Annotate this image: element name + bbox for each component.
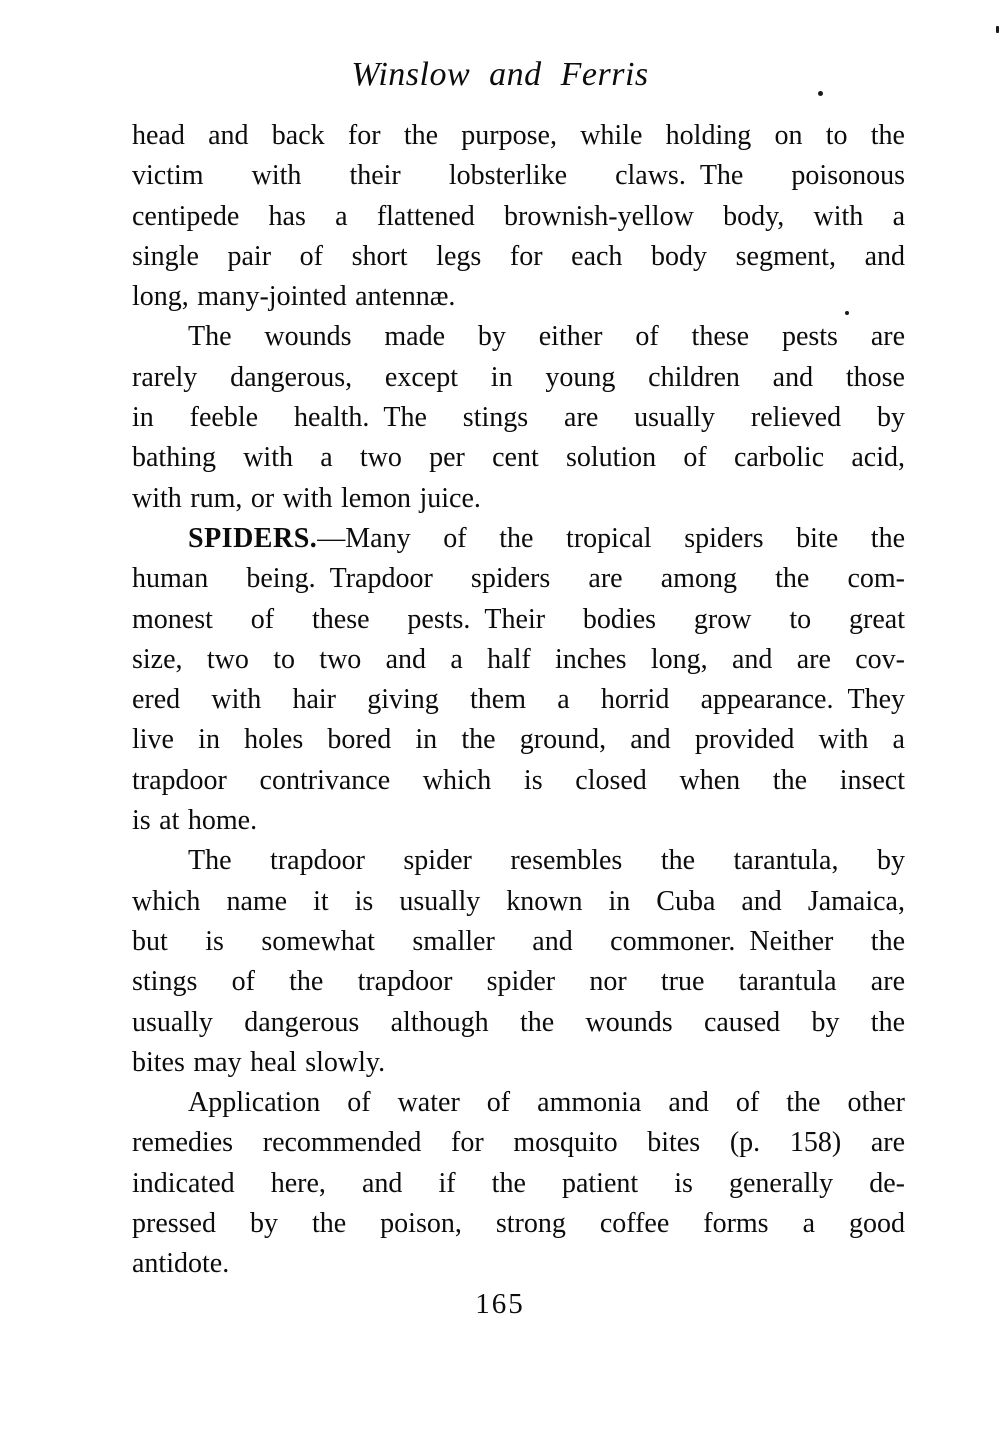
text-line: trapdoor contrivance which is closed when the insect [132, 764, 905, 796]
scan-speck [818, 91, 823, 96]
text-line: centipede has a flattened brownish-yellow body, with a [132, 200, 905, 232]
text-line: human being. Trapdoor spiders are among the com- [132, 563, 905, 595]
section-heading-rest: —Many of the tropical spiders bite the [317, 522, 905, 554]
text-line: remedies recommended for mosquito bites (p. 158) are [132, 1127, 905, 1159]
text-line: long, many-jointed antennæ. [132, 281, 456, 313]
text-line: is at home. [132, 805, 258, 837]
text-line: with rum, or with lemon juice. [132, 482, 481, 514]
text-line: antidote. [132, 1248, 230, 1280]
text-line: The wounds made by either of these pests are [188, 321, 905, 353]
text-line: head and back for the purpose, while holding on to the [132, 120, 905, 151]
text-line: stings of the trapdoor spider nor true tarantula are [132, 966, 905, 998]
text-line: Application of water of ammonia and of the other [188, 1087, 905, 1119]
text-line: bites may heal slowly. [132, 1046, 386, 1078]
running-header: Winslow and Ferris [351, 56, 649, 93]
text-line: in feeble health. The stings are usually relieved by [132, 402, 905, 434]
text-line: which name it is usually known in Cuba and Jamaica, [132, 885, 905, 917]
section-heading: SPIDERS. [188, 522, 318, 554]
text-line: victim with their lobsterlike claws. The poisonous [132, 160, 905, 192]
text-line: bathing with a two per cent solution of carbolic acid, [132, 442, 905, 474]
body-text [132, 116, 905, 1285]
text-line: monest of these pests. Their bodies grow to great [132, 603, 905, 635]
text-line: but is somewhat smaller and commoner. Neither the [132, 925, 905, 957]
text-line: The trapdoor spider resembles the tarantula, by [188, 845, 905, 877]
text-line: rarely dangerous, except in young children and those [132, 361, 905, 393]
text-line: indicated here, and if the patient is generally de- [132, 1167, 905, 1199]
text-line-section-start [132, 519, 905, 559]
text-line: live in holes bored in the ground, and provided with a [132, 724, 905, 756]
text-line: single pair of short legs for each body segment, and [132, 240, 905, 272]
scan-speck [996, 26, 999, 33]
scan-speck [845, 311, 849, 315]
text-line: size, two to two and a half inches long, and are cov- [132, 643, 905, 675]
text-line: pressed by the poison, strong coffee forms a good [132, 1208, 905, 1240]
text-line: ered with hair giving them a horrid appearance. They [132, 684, 905, 716]
text-line: usually dangerous although the wounds caused by the [132, 1006, 905, 1038]
page-number: 165 [475, 1288, 525, 1320]
